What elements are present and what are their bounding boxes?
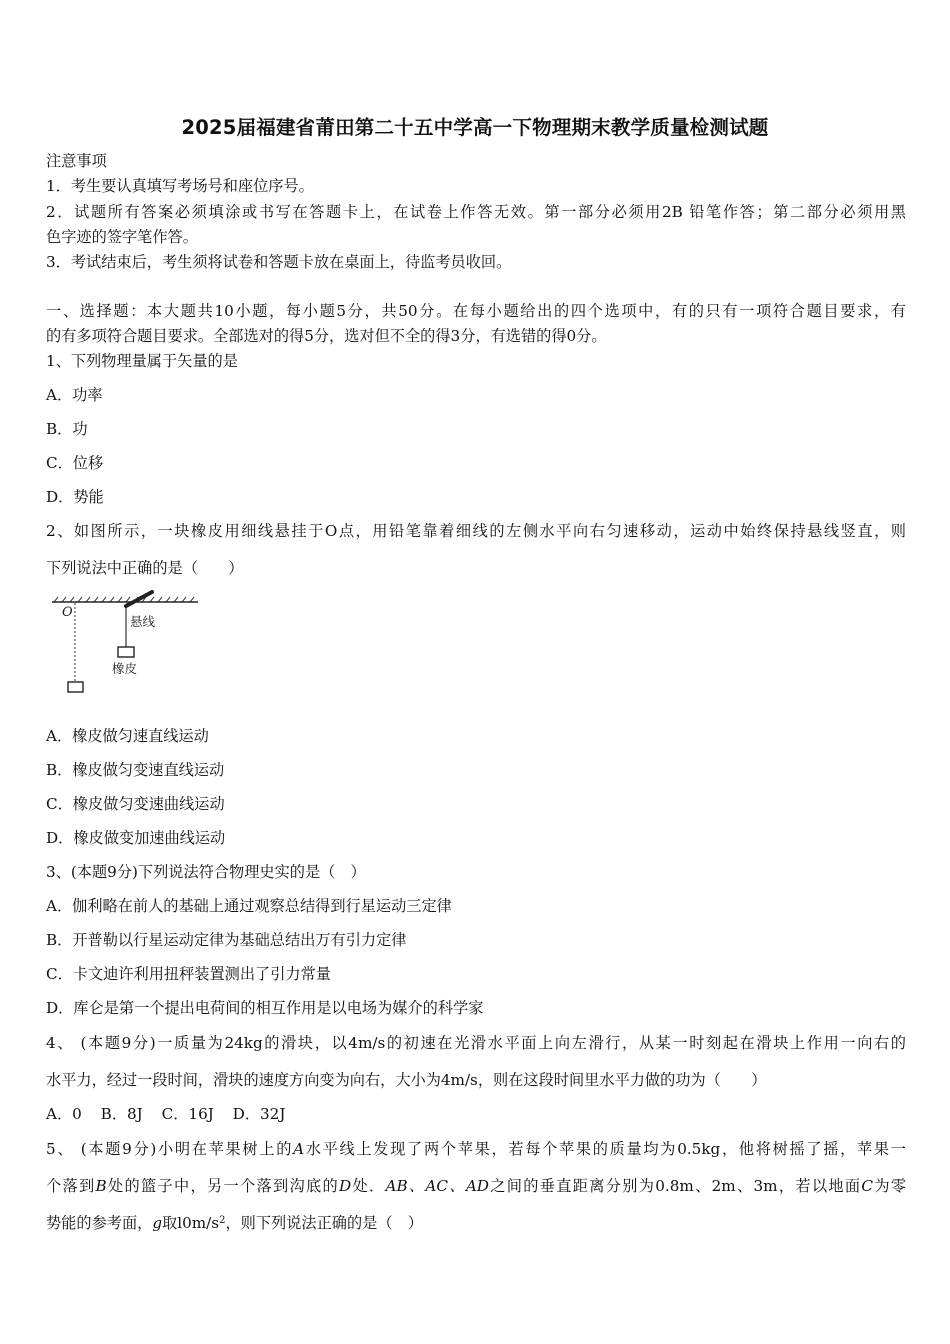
notes-heading: 注意事项	[46, 152, 107, 170]
thread-label: 悬线	[130, 614, 156, 629]
q1-option-b: B．功	[46, 420, 88, 438]
initial-eraser	[68, 682, 83, 692]
q5-text: 5、 (本题9分)小明在苹果树上的	[46, 1140, 294, 1158]
note-item-1: 1．考生要认真填写考场号和座位序号。	[46, 177, 314, 195]
q2-option-a: A．橡皮做匀速直线运动	[46, 727, 209, 745]
q2-option-b: B．橡皮做匀变速直线运动	[46, 761, 225, 779]
q4-stem-line1: 4、 (本题9分)一质量为24kg的滑块，以4m/s的初速在光滑水平面上向左滑行，从某一时刻起在滑块上作用一向右的	[46, 1034, 906, 1052]
q5-text: 水平线上发现了两个苹果，若每个苹果的质量均为0.5kg，他将树摇了摇，苹果一	[304, 1140, 906, 1158]
q5-var-b: B	[95, 1177, 107, 1195]
q5-text: 个落到	[46, 1177, 96, 1195]
q4-option-a: A．0	[46, 1105, 82, 1123]
q4-option-d: D．32J	[232, 1105, 286, 1123]
q2-stem-line2: 下列说法中正确的是（ ）	[46, 559, 244, 577]
q1-stem: 1、下列物理量属于矢量的是	[46, 352, 238, 370]
q2-option-c: C．橡皮做匀变速曲线运动	[46, 795, 225, 813]
q3-option-a: A．伽利略在前人的基础上通过观察总结得到行星运动三定律	[46, 897, 452, 915]
note-item-3: 3．考试结束后，考生须将试卷和答题卡放在桌面上，待监考员收回。	[46, 253, 512, 271]
q5-var-segments: AB、AC、AD	[385, 1177, 489, 1195]
q3-option-c: C．卡文迪许利用扭秤装置测出了引力常量	[46, 965, 331, 983]
section-intro-line2: 的有多项符合题目要求。全部选对的得5分，选对但不全的得3分，有选错的得0分。	[46, 327, 607, 345]
q2-option-d: D．橡皮做变加速曲线运动	[46, 829, 226, 847]
q5-text: 势能的参考面，	[46, 1214, 153, 1232]
page-title: 2025届福建省莆田第二十五中学高一下物理期末教学质量检测试题	[181, 116, 769, 139]
q5-text: 取l0m/s	[162, 1214, 220, 1232]
section-intro-line1: 一、选择题：本大题共10小题，每小题5分，共50分。在每小题给出的四个选项中，有的只有一项符合题目要求，有	[46, 302, 906, 320]
q4-options	[46, 1104, 906, 1124]
note-item-2-cont: 色字迹的签字笔作答。	[46, 228, 198, 246]
q5-var-d: D	[338, 1177, 352, 1195]
q5-text: ，则下列说法正确的是（ ）	[225, 1214, 423, 1232]
q5-stem-line2	[46, 1176, 906, 1196]
q3-option-b: B．开普勒以行星运动定律为基础总结出万有引力定律	[46, 931, 407, 949]
q3-stem: 3、(本题9分)下列说法符合物理史实的是（ ）	[46, 863, 366, 881]
note-item-2: 2．试题所有答案必须填涂或书写在答题卡上，在试卷上作答无效。第一部分必须用2B 铅笔作答；第二部分必须用黑	[46, 203, 906, 221]
q5-text: 处的篮子中，另一个落到沟底的	[106, 1177, 339, 1195]
q1-option-c: C．位移	[46, 454, 104, 472]
q2-figure	[48, 590, 208, 704]
q1-option-d: D．势能	[46, 488, 104, 506]
q5-text: 处．	[351, 1177, 386, 1195]
q5-stem-line3	[46, 1213, 906, 1233]
q5-superscript: 2	[219, 1215, 226, 1226]
q5-var-c: C	[861, 1177, 874, 1195]
q1-option-a: A．功率	[46, 386, 103, 404]
q5-text: 之间的垂直距离分别为0.8m、2m、3m，若以地面	[488, 1177, 862, 1195]
q4-option-b: B．8J	[100, 1105, 143, 1123]
q2-stem-line1: 2、如图所示，一块橡皮用细线悬挂于O点，用铅笔靠着细线的左侧水平向右匀速移动，运动中始终保持悬线竖直，则	[46, 522, 906, 540]
q5-text: 为零	[873, 1177, 907, 1195]
q5-var-a: A	[293, 1140, 305, 1158]
q5-stem-line1	[46, 1139, 906, 1159]
point-o-label: O	[62, 605, 73, 620]
pencil-icon	[126, 592, 152, 606]
q4-option-c: C．16J	[161, 1105, 214, 1123]
q4-stem-line2: 水平力，经过一段时间，滑块的速度方向变为向右，大小为4m/s，则在这段时间里水平力做的功为（ ）	[46, 1071, 767, 1089]
eraser-label: 橡皮	[112, 661, 138, 676]
q3-option-d: D．库仑是第一个提出电荷间的相互作用是以电场为媒介的科学家	[46, 999, 484, 1017]
pendulum-diagram	[48, 590, 208, 700]
q5-var-g: g	[152, 1214, 163, 1232]
eraser-block	[118, 647, 134, 657]
